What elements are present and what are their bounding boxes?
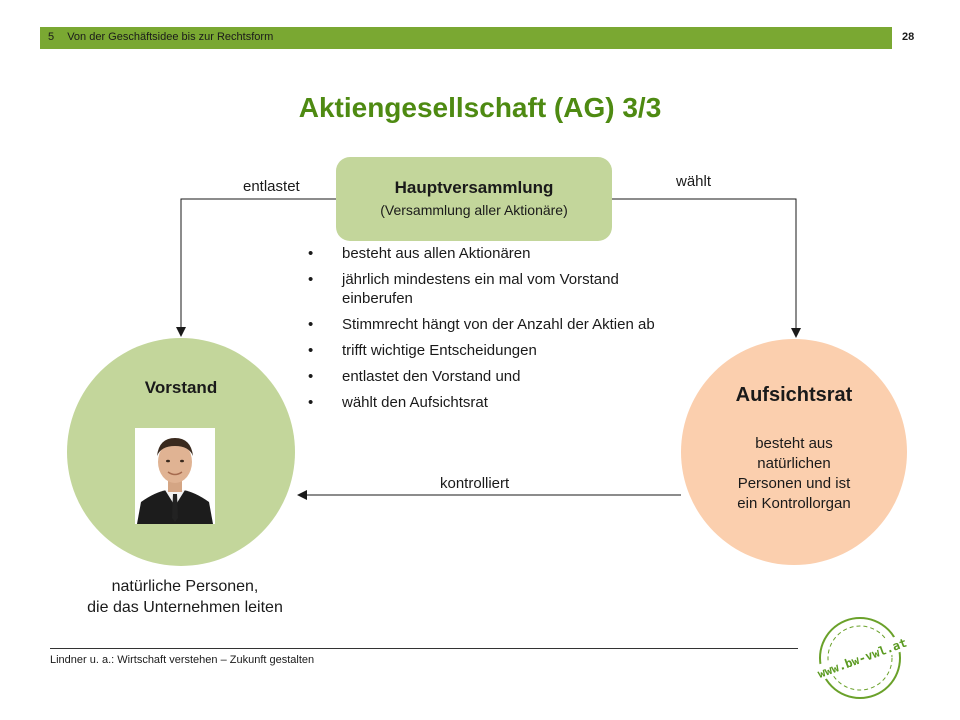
page-number: 28 [902,31,915,43]
aufsichtsrat-description-line: Personen und ist [737,475,851,492]
hauptversammlung-bullet-list [304,244,664,419]
slide-title: Aktiengesellschaft (AG) 3/3 [298,92,662,123]
hauptversammlung-box [336,157,612,241]
bullet-item: • entlastet den Vorstand und [304,367,664,386]
entlastet-label: entlastet [243,178,300,195]
stamp-text: www.bw-vwl.at [815,635,909,681]
hauptversammlung-subtitle: (Versammlung aller Aktionäre) [380,202,568,218]
aufsichtsrat-description [701,434,887,514]
chapter-number: 5 [48,31,55,43]
footer-divider [50,648,798,649]
vorstand-title: Vorstand [144,378,218,397]
aufsichtsrat-description-line: besteht aus [755,435,833,452]
vorstand-portrait-photo [135,428,215,524]
bullet-item: • Stimmrecht hängt von der Anzahl der Aktien ab [304,315,664,334]
kontrolliert-label: kontrolliert [440,475,510,492]
aufsichtsrat-description-line: natürlichen [757,455,831,472]
waehlt-label: wählt [676,173,712,190]
businessman-portrait-icon [135,428,215,524]
chapter-title: Von der Geschäftsidee bis zur Rechtsform [67,31,274,43]
bullet-item: • trifft wichtige Entscheidungen [304,341,664,360]
vorstand-description-line: natürliche Personen, [111,578,259,595]
footer-credit: Lindner u. a.: Wirtschaft verstehen – Zukunft gestalten [50,654,315,666]
vorstand-description-line: die das Unternehmen leiten [87,599,283,616]
bullet-item: • wählt den Aufsichtsrat [304,393,664,412]
aufsichtsrat-description-line: ein Kontrollorgan [737,495,851,512]
bw-vwl-stamp-logo [812,612,912,704]
aufsichtsrat-title: Aufsichtsrat [735,384,853,406]
hauptversammlung-title: Hauptversammlung [394,178,554,197]
bullet-item: • besteht aus allen Aktionären [304,244,664,263]
bullet-item: • jährlich mindestens ein mal vom Vorstand einberufen [304,270,664,308]
vorstand-description [40,576,330,618]
